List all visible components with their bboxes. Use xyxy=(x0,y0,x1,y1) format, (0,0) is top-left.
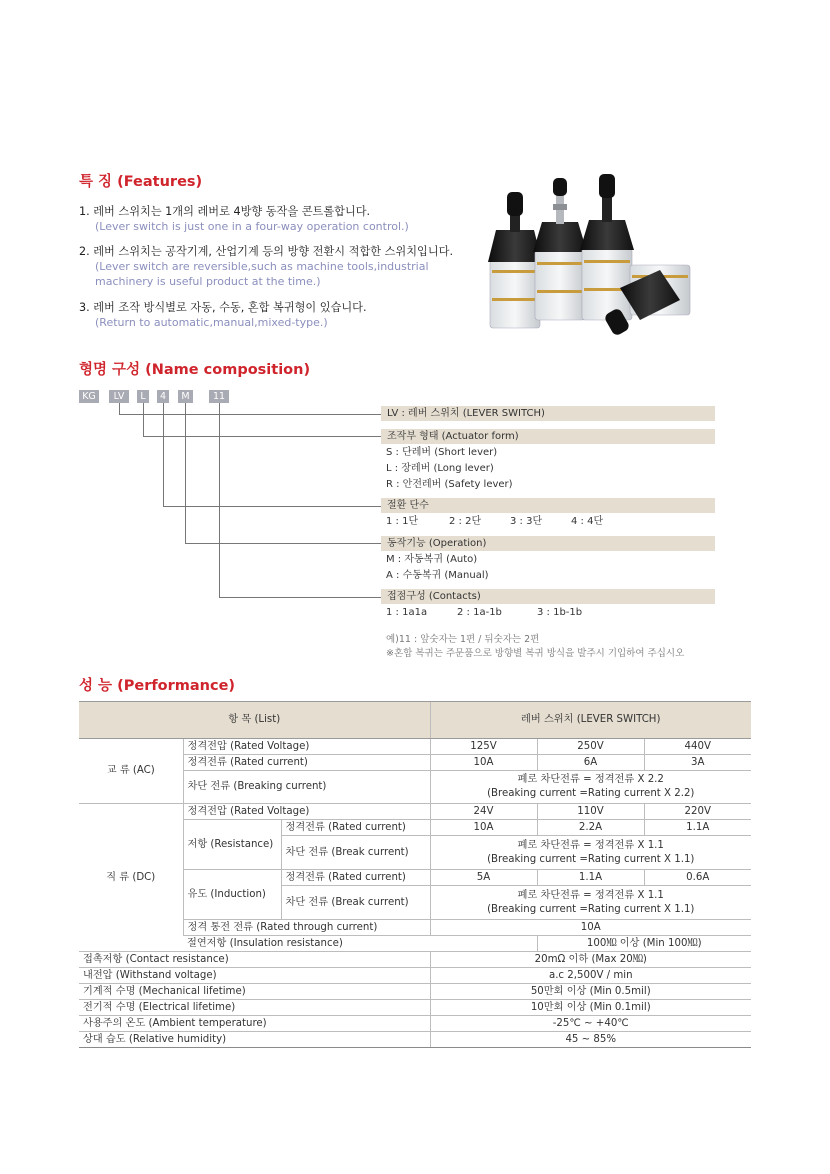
ac-current-2: 6A xyxy=(537,755,644,771)
feature-2-ko: 2. 레버 스위치는 공작기계, 산업기계 등의 방향 전환시 적합한 스위치입니다. xyxy=(79,245,454,258)
feature-1-ko: 1. 레버 스위치는 1개의 레버로 4방향 동작을 콘트롤합니다. xyxy=(79,205,371,218)
performance-title: 성 능 (Performance) xyxy=(79,678,236,694)
dc-induction-label: 유도 (Induction) xyxy=(183,870,281,920)
relative-humidity-label: 상대 습도 (Relative humidity) xyxy=(79,1032,430,1048)
insulation-label: 절연저항 (Insulation resistance) xyxy=(183,936,537,952)
dc-res-current-2: 2.2A xyxy=(537,820,644,836)
group-operation-bar: 동작기능 (Operation) xyxy=(381,536,715,551)
connector-l-v xyxy=(143,403,144,436)
dc-rated-voltage-label: 정격전압 (Rated Voltage) xyxy=(183,804,430,820)
mechanical-lifetime-value: 50만회 이상 (Min 0.5mil) xyxy=(430,984,751,1000)
feature-1-en: (Lever switch is just one in a four-way operation control.) xyxy=(95,220,409,233)
name-composition-title: 형명 구성 (Name composition) xyxy=(79,362,311,378)
stage-option-2: 2 : 2단 xyxy=(449,516,482,527)
ac-rated-current-label: 정격전류 (Rated current) xyxy=(183,755,430,771)
connector-m-h xyxy=(185,543,381,544)
header-list: 항 목 (List) xyxy=(79,702,430,739)
insulation-value: 100㏁ 이상 (Min 100㏁) xyxy=(537,936,751,952)
dc-ind-current-3: 0.6A xyxy=(644,870,751,886)
connector-4-h xyxy=(163,506,381,507)
table-header-row xyxy=(79,702,751,739)
withstand-voltage-label: 내전압 (Withstand voltage) xyxy=(79,968,430,984)
connector-l-h xyxy=(143,436,381,437)
ac-label: 교 류 (AC) xyxy=(79,739,183,804)
actuator-option-l: L : 장레버 (Long lever) xyxy=(386,463,494,474)
features-title: 특 징 (Features) xyxy=(79,174,203,190)
dc-ind-current-2: 1.1A xyxy=(537,870,644,886)
ac-breaking-label: 차단 전류 (Breaking current) xyxy=(183,771,430,804)
group-actuator-bar: 조작부 형태 (Actuator form) xyxy=(381,429,715,444)
lever-switch-product-image xyxy=(470,170,720,345)
electrical-lifetime-label: 전기적 수명 (Electrical lifetime) xyxy=(79,1000,430,1016)
dc-voltage-3: 220V xyxy=(644,804,751,820)
dc-voltage-2: 110V xyxy=(537,804,644,820)
code-lv: LV xyxy=(109,390,129,403)
ac-voltage-2: 250V xyxy=(537,739,644,755)
electrical-lifetime-value: 10만회 이상 (Min 0.1mil) xyxy=(430,1000,751,1016)
feature-2-en-2: machinery is useful product at the time.) xyxy=(95,275,321,288)
dc-ind-break-value-ko: 폐로 차단전류 = 정격전류 X 1.1 xyxy=(517,889,664,901)
code-4: 4 xyxy=(157,390,169,403)
feature-item-3 xyxy=(79,300,367,330)
contacts-option-1: 1 : 1a1a xyxy=(386,607,428,618)
ac-breaking-value-ko: 폐로 차단전류 = 정격전류 X 2.2 xyxy=(517,774,664,785)
stage-option-4: 4 : 4단 xyxy=(571,516,604,527)
connector-m-v xyxy=(185,403,186,543)
operation-option-m: M : 자동복귀 (Auto) xyxy=(386,554,478,565)
note-example: 예)11 : 앞숫자는 1편 / 뒤숫자는 2편 xyxy=(386,634,540,645)
group-contacts-bar: 접점구성 (Contacts) xyxy=(381,589,715,604)
mechanical-lifetime-label: 기계적 수명 (Mechanical lifetime) xyxy=(79,984,430,1000)
dc-ind-break-value xyxy=(430,886,751,920)
ac-voltage-1: 125V xyxy=(430,739,537,755)
table-row xyxy=(79,739,751,755)
connector-lv-v xyxy=(119,403,120,414)
feature-item-2 xyxy=(79,244,453,289)
relative-humidity-value: 45 ~ 85% xyxy=(430,1032,751,1048)
ac-current-3: 3A xyxy=(644,755,751,771)
feature-3-en: (Return to automatic,manual,mixed-type.) xyxy=(95,316,328,329)
code-m: M xyxy=(178,390,193,403)
ac-current-1: 10A xyxy=(430,755,537,771)
ac-breaking-value xyxy=(430,771,751,804)
performance-table xyxy=(79,701,751,1048)
connector-4-v xyxy=(163,403,164,506)
code-kg: KG xyxy=(79,390,99,403)
table-row xyxy=(79,984,751,1000)
dc-label: 직 류 (DC) xyxy=(79,804,183,952)
dc-through-label: 정격 통전 전류 (Rated through current) xyxy=(183,920,430,936)
connector-11-v xyxy=(219,403,220,597)
feature-2-en-1: (Lever switch are reversible,such as machine tools,industrial xyxy=(95,260,429,273)
ambient-temperature-value: -25℃ ~ +40℃ xyxy=(430,1016,751,1032)
contacts-option-3: 3 : 1b-1b xyxy=(537,607,583,618)
dc-res-break-value-ko: 폐로 차단전류 = 정격전류 X 1.1 xyxy=(517,839,664,851)
table-row xyxy=(79,804,751,820)
table-row xyxy=(79,1016,751,1032)
contacts-option-2: 2 : 1a-1b xyxy=(457,607,502,618)
table-row xyxy=(79,1000,751,1016)
table-row xyxy=(79,952,751,968)
ac-rated-voltage-label: 정격전압 (Rated Voltage) xyxy=(183,739,430,755)
dc-voltage-1: 24V xyxy=(430,804,537,820)
code-l: L xyxy=(137,390,149,403)
table-row xyxy=(79,1032,751,1048)
dc-resistance-label: 저항 (Resistance) xyxy=(183,820,281,870)
dc-res-break-value xyxy=(430,836,751,870)
dc-res-break-value-en: (Breaking current =Rating current X 1.1) xyxy=(487,853,695,865)
contact-resistance-label: 접촉저항 (Contact resistance) xyxy=(79,952,430,968)
table-row xyxy=(79,968,751,984)
dc-res-break-current-label: 차단 전류 (Break current) xyxy=(281,836,430,870)
dc-ind-break-value-en: (Breaking current =Rating current X 1.1) xyxy=(487,903,695,915)
feature-3-ko: 3. 레버 조작 방식별로 자동, 수동, 혼합 복귀형이 있습니다. xyxy=(79,301,367,314)
connector-11-h xyxy=(219,597,381,598)
dc-res-rated-current-label: 정격전류 (Rated current) xyxy=(281,820,430,836)
stage-option-1: 1 : 1단 xyxy=(386,516,419,527)
stage-option-3: 3 : 3단 xyxy=(510,516,543,527)
dc-through-value: 10A xyxy=(430,920,751,936)
ambient-temperature-label: 사용주의 온도 (Ambient temperature) xyxy=(79,1016,430,1032)
group-lv-bar: LV : 레버 스위치 (LEVER SWITCH) xyxy=(381,406,715,421)
group-stage-bar: 절환 단수 xyxy=(381,498,715,513)
dc-ind-rated-current-label: 정격전류 (Rated current) xyxy=(281,870,430,886)
dc-ind-break-current-label: 차단 전류 (Break current) xyxy=(281,886,430,920)
dc-res-current-1: 10A xyxy=(430,820,537,836)
header-product: 레버 스위치 (LEVER SWITCH) xyxy=(430,702,751,739)
withstand-voltage-value: a.c 2,500V / min xyxy=(430,968,751,984)
note-mixed-return: ※혼합 복귀는 주문품으로 방향별 복귀 방식을 발주시 기입하여 주십시오 xyxy=(386,648,685,659)
connector-lv-h xyxy=(119,414,381,415)
actuator-option-s: S : 단레버 (Short lever) xyxy=(386,447,498,458)
dc-res-current-3: 1.1A xyxy=(644,820,751,836)
code-11: 11 xyxy=(209,390,229,403)
operation-option-a: A : 수동복귀 (Manual) xyxy=(386,570,489,581)
dc-ind-current-1: 5A xyxy=(430,870,537,886)
actuator-option-r: R : 안전레버 (Safety lever) xyxy=(386,479,513,490)
feature-item-1 xyxy=(79,204,409,234)
ac-breaking-value-en: (Breaking current =Rating current X 2.2) xyxy=(487,788,695,799)
ac-voltage-3: 440V xyxy=(644,739,751,755)
contact-resistance-value: 20mΩ 이하 (Max 20㏁) xyxy=(430,952,751,968)
